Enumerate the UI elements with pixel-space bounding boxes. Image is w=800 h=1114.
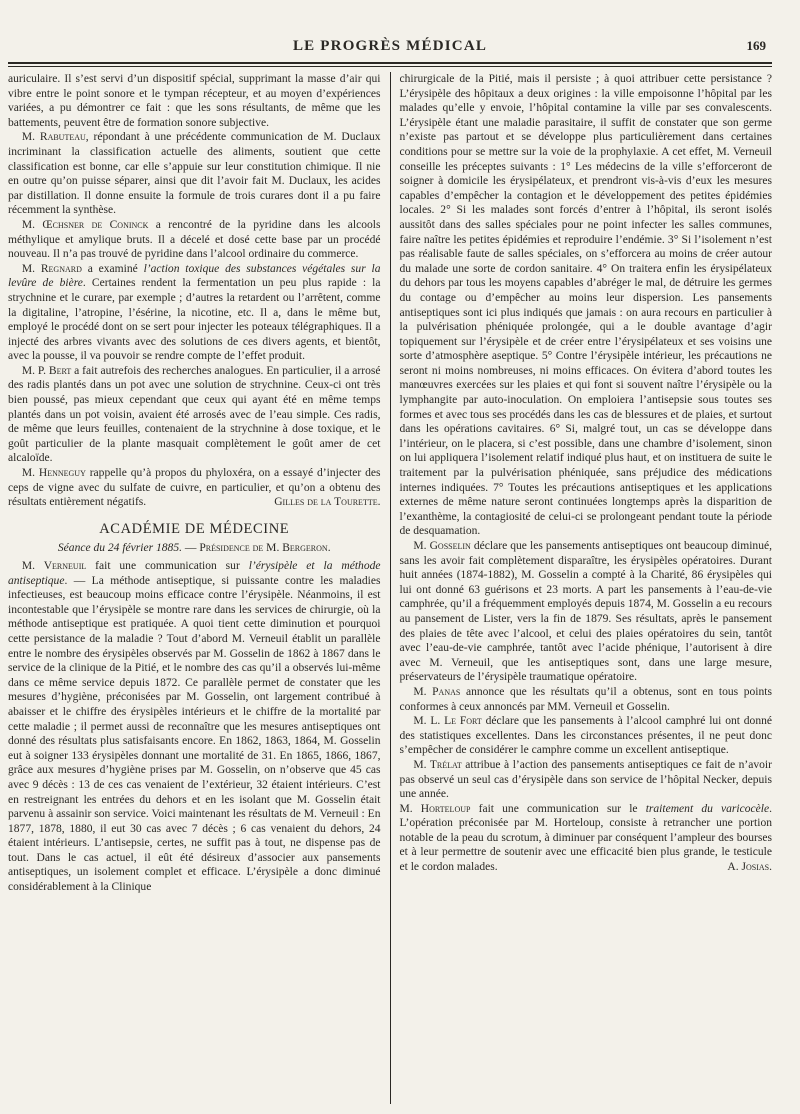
work-title: l’érysipèle et la méthode antiseptique (8, 560, 381, 587)
header-rule (8, 62, 772, 64)
speaker-name: M. Rabuteau (21, 131, 86, 144)
paragraph (8, 364, 381, 466)
page-header (8, 0, 772, 54)
speaker-name: M. P. Bert (21, 364, 72, 377)
left-column (8, 72, 390, 1104)
paragraph-text: rappelle qu’à propos du phyloxéra, on a essayé d’injecter des ceps de vigne avec du sulfate de cuivre, en particulier, et qu’on a obtenu des résultats entièrement négatifs. (8, 467, 381, 509)
speaker-name: M. Verneuil (21, 560, 87, 572)
paragraph (400, 714, 773, 758)
paragraph-text: . L’opération préconisée par M. Horteloup, consiste à retrancher une portion notable de la peau du scrotum, à diminuer par conséquent l’ampleur des bourses et à leur permettre de soutenir avec une efficacité bien plus grande, le testicule et le cordon malades. (399, 802, 772, 874)
paragraph (8, 218, 381, 262)
speaker-name: M. Trélat (413, 758, 462, 771)
paragraph-text: a rencontré de la pyridine dans les alcools méthylique et amylique bruts. Il a décelé et dosé cette base par un procédé nouveau. Il n’a pas trouvé de pyridine dans l’alcool ordinaire du commerce. (8, 218, 381, 261)
paragraph (400, 758, 773, 802)
session-line (8, 541, 381, 556)
session-presidence: — Présidence de M. Bergeron. (184, 542, 331, 555)
paragraph-text: attribue à l’action des pansements antiseptiques ce fait de n’avoir pas observé un seul cas d’érysipèle dans son service de l’hôpital Necker, depuis une année. (399, 758, 772, 801)
paragraph-text: auriculaire. Il s’est servi d’un dispositif spécial, supprimant la masse d’air qui vibre entre le point sonore et le tympan récepteur, et au moyen d’expériences variées, a pu démontrer ce fait : que les sons résultants, de même que les battements, peuvent être de formation sonore subjective. (8, 73, 381, 129)
work-title: traitement du varicocèle (645, 802, 770, 815)
page-number: 169 (746, 38, 766, 53)
paragraph-text: déclare que les pansements à l’alcool camphré lui ont donné des statistiques excellentes. Dans les circonstances présentes, il ne peut donc s’empêcher de considérer le camphre comme un excellent antiseptique. (399, 715, 772, 757)
speaker-name: M. Œchsner de Coninck (21, 218, 149, 231)
session-date: Séance du 24 février 1885. (57, 542, 182, 555)
speaker-name: M. Panas (413, 685, 461, 698)
speaker-name: M. Gosselin (413, 540, 471, 552)
speaker-name: M. Horteloup (399, 802, 471, 815)
paragraph (8, 130, 381, 218)
paragraph-text: , répondant à une précédente communication de M. Duclaux incriminant la classification actuelle des aliments, soutient que cette classification est bonne, car elle s’appuie sur leur constitution chimique. Il nie en outre qu’on puisse séparer, ainsi que dit l’avoir fait M. Duclaux, les acides par distillation. Il donne ensuite la formule de trois curares dont il a pu faire récemment la synthèse. (8, 131, 381, 217)
paragraph-text: annonce que les résultats qu’il a obtenus, sont en tous points conformes à ceux annoncés par MM. Verneuil et Gosselin. (399, 685, 772, 713)
paragraph (400, 685, 773, 714)
paragraph-text: . — La méthode antiseptique, si puissante contre les maladies infectieuses, est beaucoup moins efficace contre l’érysipèle. Néanmoins, il est incontestable que l’érysipèle se montre rare dans les services de chirurgie, où la méthode antiseptique est pratiquée. A quoi tient cette diminution et pourquoi cette persistance de la maladie ? Tout d’abord M. Verneuil établit un parallèle entre le nombre des érysipèles observés par M. Gosselin de 1862 à 1867 dans le service de la clinique de la Pitié, et le nombre des cas qu’il a observés lui-même dans ce même service depuis 1872. Ce parallèle permet de constater que les mesures d’hygiène, préconisées par M. Gosselin, ont largement contribué à abaisser et le chiffre des érysipèles intérieurs et le chiffre de la mortalité par cette maladie ; il permet aussi de reconnaître que les mesures antiseptiques ont donné des résultats plus satisfaisants encore. En 1862, 1863, 1864, M. Gosselin eut à soigner 133 érysipèles donnant une mortalité de 31. En 1865, 1866, 1867, grâce aux mesures d’hygiène prises par M. Gosselin, on n’observe que 45 cas avec 9 décès : 13 de ces cas venaient de l’extérieur, 32 étaient intérieurs. C’est en restreignant les entrées du dehors et en les isolant que M. Gosselin était parvenu à assainir son service. Voici maintenant les résultats de M. Verneuil : En 1877, 1878, 1880, il eut 30 cas avec 7 décès ; 6 cas venaient du dehors, 24 étaient intérieurs. L’antisepsie, certes, ne suffit pas à tout, ne dispense pas de tout. Dans le cas actuel, il eût été désireux d’associer aux pansements antiseptiques, un isolement complet et efficace. L’érysipèle a donc diminué considérablement à la Clinique (8, 574, 381, 894)
work-title: l’action toxique des substances végétales sur la levûre de bière (8, 262, 381, 290)
paragraph (8, 466, 381, 510)
paragraph-text: a fait autrefois des recherches analogues. En particulier, il a arrosé des radis plantés dans un pot avec une solution de strychnine. Ceux-ci ont très bien poussé, pas mieux cependant que ceux qui ayant été en même temps plantés dans un pot voisin, avaient été arrosés avec de l’eau simple. Ces radis, de même que leurs feuilles, contenaient de la strychnine à dose toxique, et le goût particulier de la plante masquait complètement le goût amer de cet alcaloïde. (8, 364, 381, 465)
paragraph (400, 72, 773, 539)
speaker-name: M. Regnard (21, 262, 82, 275)
paragraph (8, 559, 381, 895)
section-title: ACADÉMIE DE MÉDECINE (99, 520, 290, 537)
paragraph-text: a examiné (81, 262, 144, 275)
right-column (390, 72, 773, 1104)
paragraph (8, 262, 381, 364)
author-signature: A. Josias. (727, 861, 772, 874)
two-column-body (8, 72, 772, 1104)
paragraph-text: déclare que les pansements antiseptiques ont beaucoup diminué, sans les avoir fait complètement disparaître, les érysipèles opératoires. Durant huit années (1874-1882), M. Gosselin a compté à la Charité, 86 érysipèles qui lui ont donné 63 guérisons et 23 morts. A part les pansements à l’eau-de-vie camphrée, qu’il a fréquemment employés depuis 1874, M. Gosselin a eu recours au pansement de Lister, vers la fin de 1879. Ses résultats, après le pansement des plaies de tête avec l’alcool, et celui des plaies opératoires du sein, tantôt avec l’eau-de-vie camphrée, tantôt avec l’acide phénique, l’autorisent à dire avec M. Verneuil, que les antiseptiques sont, dans une large mesure, préservateurs de l’érysipèle traumatique opératoire. (399, 540, 772, 684)
speaker-name: M. L. Le Fort (413, 715, 482, 728)
paragraph-text: . Certaines rendent la fermentation un peu plus rapide : la strychnine et le curare, par exemple ; d’autres la retardent ou l’arrêtent, comme la digitaline, l’atropine, l’ésérine, la nicotine, etc. Il a, dans le même but, employé le procédé dont on se sert pour injecter les poteaux télégraphiques. Il a injecté des arbres vivants avec des solutions de ces divers agents, et bientôt, avec la pousse, il va pouvoir se rendre compte de l’effet produit. (8, 277, 381, 363)
journal-title: LE PROGRÈS MÉDICAL (292, 38, 488, 54)
header-rule-thin (8, 66, 772, 67)
paragraph-text: fait une communication sur le (470, 802, 646, 815)
paragraph (400, 802, 773, 875)
paragraph (400, 539, 773, 685)
author-signature: Gilles de la Tourette. (274, 496, 381, 509)
paragraph-text: chirurgicale de la Pitié, mais il persiste ; à quoi attribuer cette persistance ? L’érysipèle des hôpitaux a deux origines : la ville empoisonne l’hôpital par les malades qu’elle y envoie, l’hôpital contamine la ville par ses convalescents. L’érysipèle étant une maladie parasitaire, il suffit de constater que son germe n’existe pas partout et se développe plus particulièrement dans certaines conditions pour se mettre sur la voie de la prophylaxie. A cet effet, M. Verneuil conseille les préceptes suivants : 1° Les médecins de la ville s’efforceront de soigner à domicile les érysipélateux, et prendront vis-à-vis d’eux les mesures capables d’empêcher la contagion et le développement des petites épidémies locales. 2° Si les malades sont forcés d’entrer à l’hôpital, ils seront isolés aussitôt dans des salles spéciales pour ne point infecter les salles communes, faire naître les petites épidémies et reproduire l’endémie. 3° Si l’isolement n’est pas réalisable faute de salles spéciales, on s’efforcera au moins de créer autour du malade une sorte de cordon sanitaire. 4° On traitera enfin les érysipélateux du dehors par tous les moyens capables d’abréger le mal, de détruire les germes du contage ou d’empêcher au moins leur dispersion. Les pansements antiseptiques sont ici plus indiqués que jamais : on aura recours en particulier à la pulvérisation phéniquée prolongée, qui a le double avantage d’agir topiquement sur l’érysipèle et de créer entre l’érysipélateux et ses voisins une sorte d’atmosphère aseptique. 5° Contre l’érysipèle intérieur, les précautions ne seront ni moins nombreuses, ni moins efficaces. On évitera d’abord toutes les manœuvres exercées sur les plaies et qui font si souvent naître l’érysipèle ou la lymphangite par auto-inoculation. On emploiera l’antisepsie sous toutes ses formes et avec tous ses procédés dans les cas de blessures et de plaies, et surtout dans les opérations cavitaires. 6° Si, malgré tout, un cas se développe dans l’intérieur, on le placera, si c’est possible, dans une chambre d’isolement, sinon on lui appliquera l’isolement relatif indiqué plus haut, et on instituera de suite le traitement par la pulvérisation phéniquée, sans préjudice des médications internes indiquées. 7° Toutes les précautions antiseptiques et les applications externes de même nature seront continuées longtemps après la disparition de l’exanthème, la contagiosité de celui-ci se prolongeant pendant toute la période de desquamation. (399, 73, 772, 538)
speaker-name: M. Henneguy (21, 467, 86, 480)
paragraph-text: fait une communication sur (86, 560, 249, 572)
paragraph (8, 72, 381, 130)
